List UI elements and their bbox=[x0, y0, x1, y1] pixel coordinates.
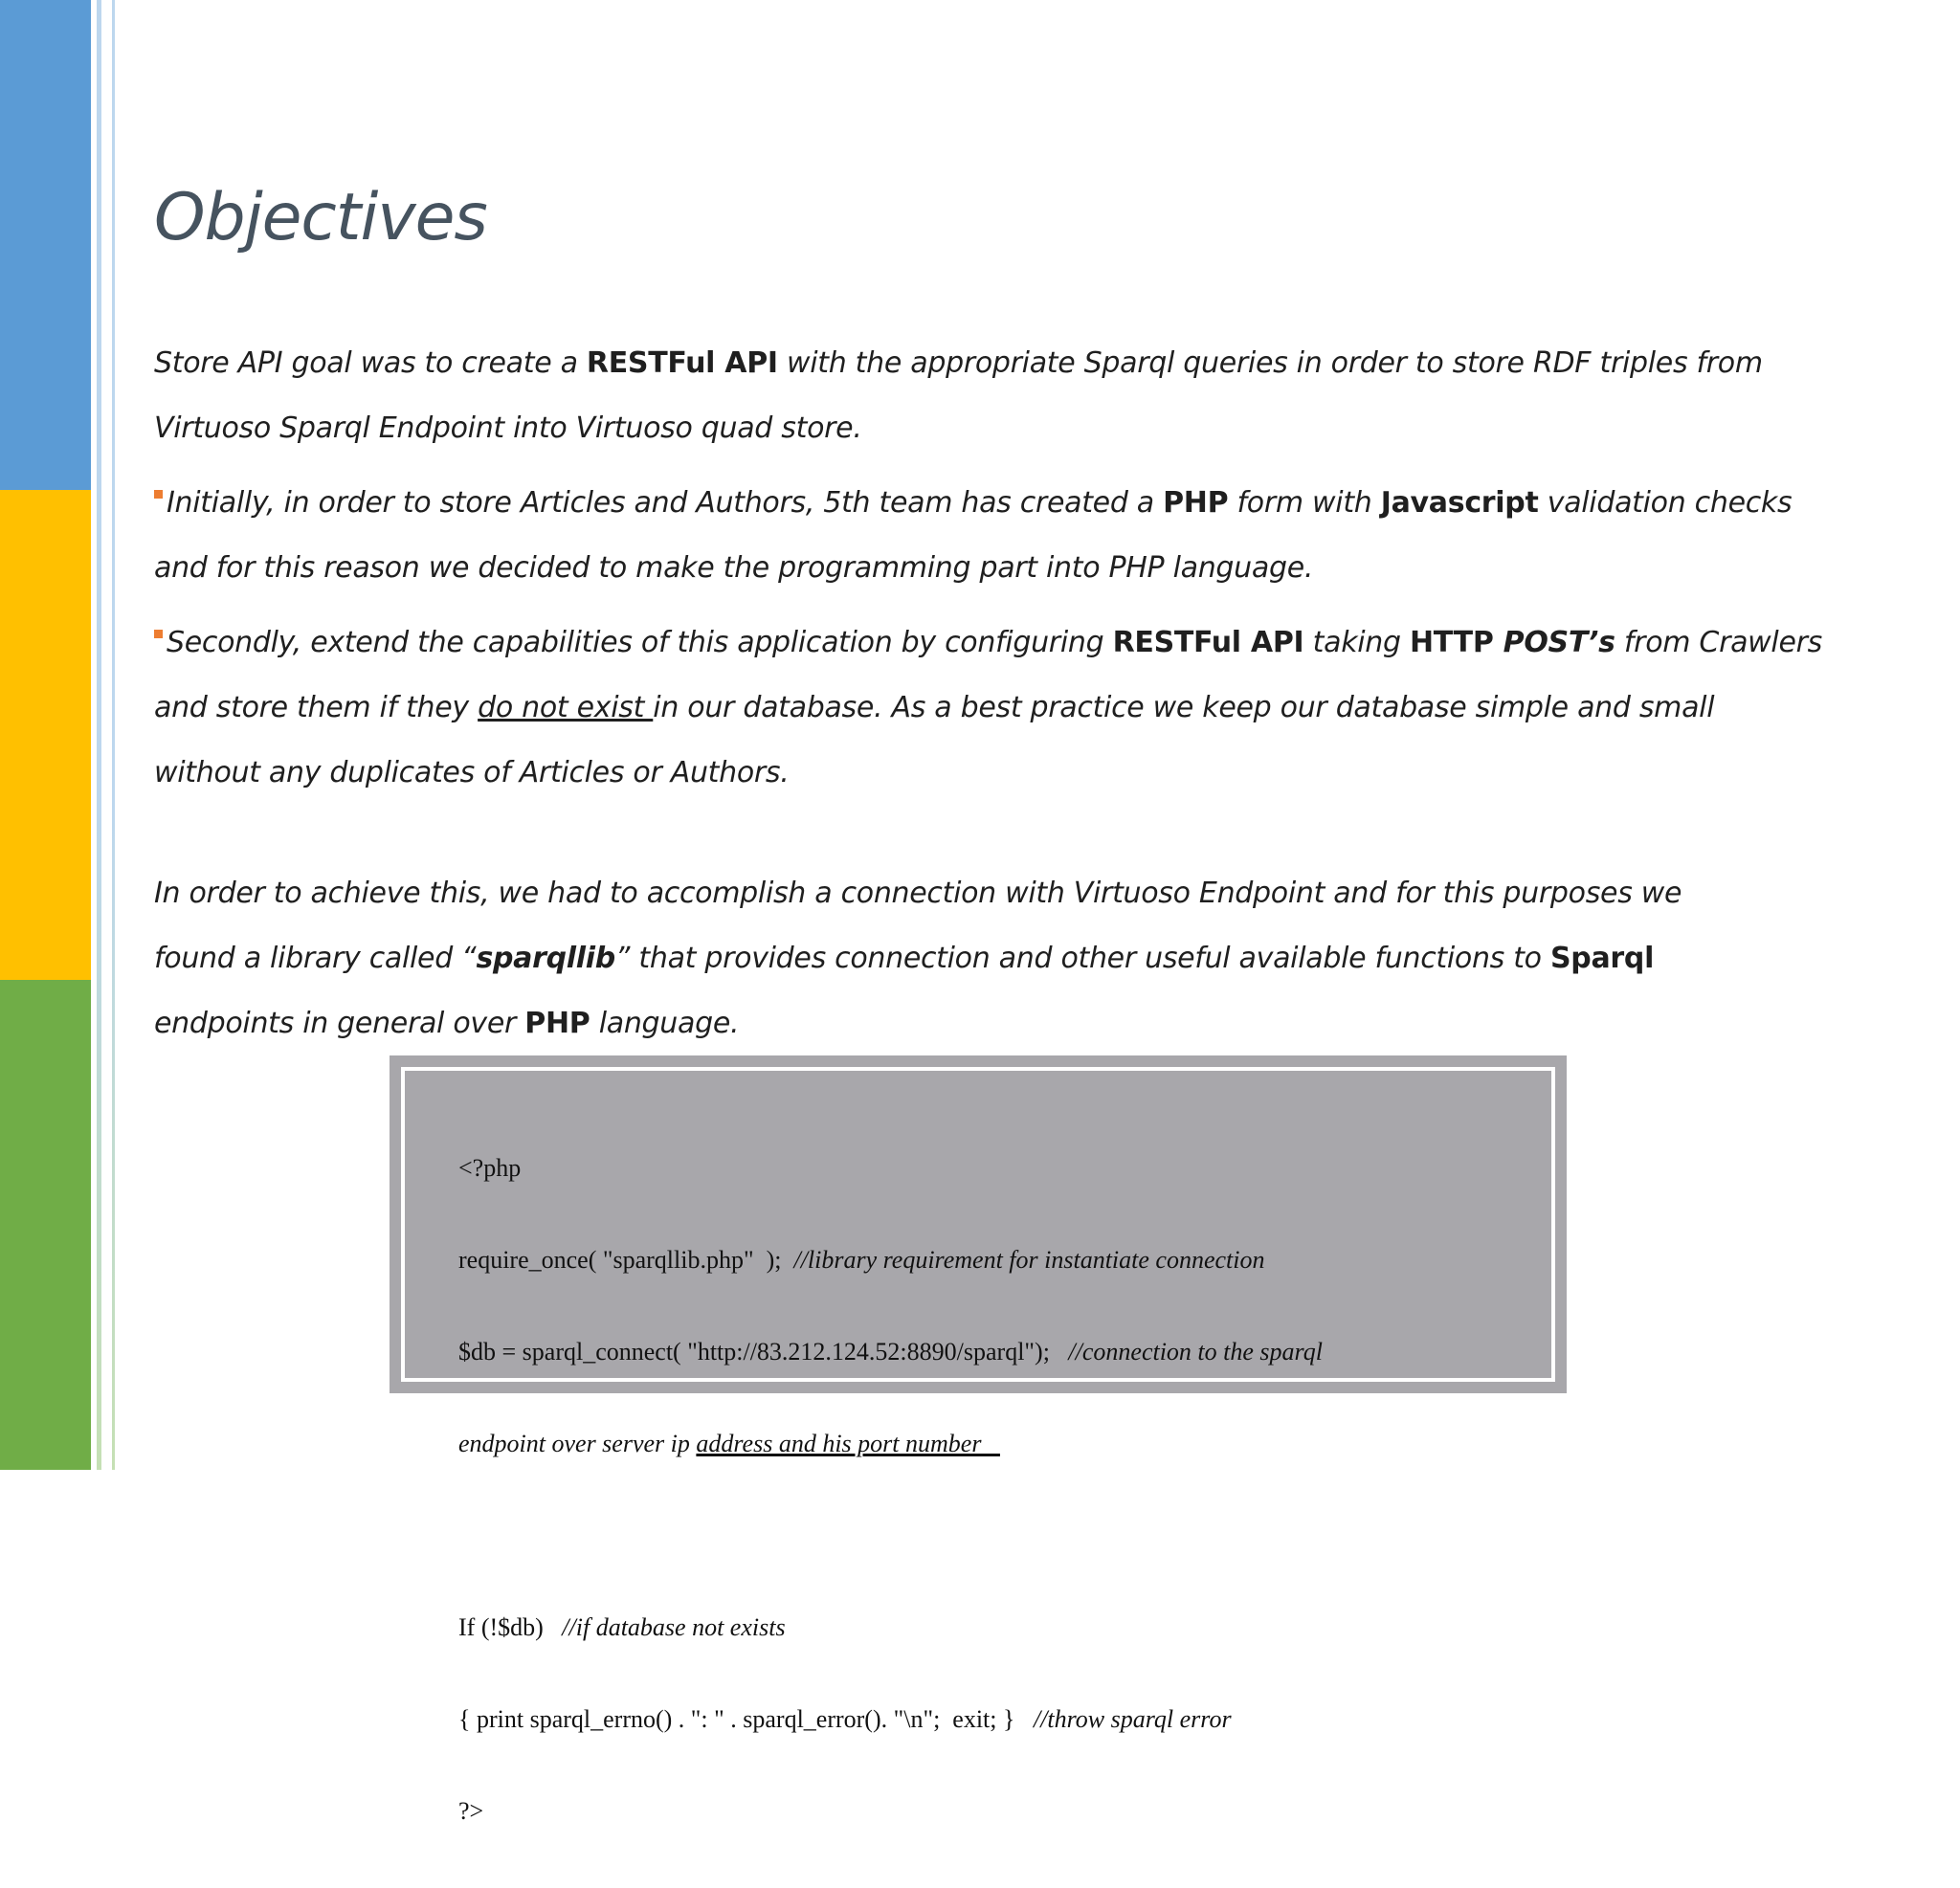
square-bullet-icon bbox=[154, 630, 163, 638]
text: validation checks bbox=[1538, 486, 1793, 520]
code-text: If (!$db) bbox=[458, 1613, 563, 1641]
code-comment-underlined: address and his port number bbox=[696, 1430, 1000, 1457]
code-line bbox=[458, 1245, 1323, 1276]
paragraph-connection bbox=[154, 861, 1838, 1056]
left-bar-yellow bbox=[0, 490, 91, 980]
text: In order to achieve this, we had to accomplish a connection with Virtuoso Endpoint and for this purposes we bbox=[154, 877, 1682, 910]
bold-text: HTTP bbox=[1410, 626, 1503, 659]
bold-italic-text: POST’s bbox=[1503, 626, 1615, 659]
text: language. bbox=[590, 1007, 740, 1040]
text: Virtuoso Sparql Endpoint into Virtuoso quad store. bbox=[154, 411, 862, 445]
code-line bbox=[458, 1704, 1323, 1735]
left-bar-green bbox=[0, 980, 91, 1470]
code-line bbox=[458, 1429, 1323, 1459]
bold-italic-text: sparqllib bbox=[476, 942, 615, 975]
text: found a library called “ bbox=[154, 942, 477, 975]
code-text: ?> bbox=[458, 1797, 484, 1825]
text: ” that provides connection and other useful available functions to bbox=[614, 942, 1550, 975]
code-screenshot bbox=[390, 1055, 1567, 1825]
text: Secondly, extend the capabilities of this application by configuring bbox=[167, 626, 1113, 659]
code-line bbox=[458, 1337, 1323, 1367]
code-comment: //connection to the sparql bbox=[1068, 1338, 1323, 1366]
code-text: { print sparql_errno() . ": " . sparql_error(). "\n"; exit; } bbox=[458, 1705, 1034, 1733]
bold-text: Javascript bbox=[1380, 486, 1539, 520]
code-line bbox=[458, 1153, 1323, 1184]
text: endpoints in general over bbox=[154, 1007, 525, 1040]
code-blank-line bbox=[458, 1521, 1323, 1551]
code-line bbox=[458, 1612, 1323, 1643]
code-comment: endpoint over server ip bbox=[458, 1430, 697, 1457]
text: without any duplicates of Articles or Authors. bbox=[154, 756, 790, 789]
bullet-paragraph-initially bbox=[154, 471, 1838, 601]
text: and store them if they bbox=[154, 691, 479, 724]
code-comment: //library requirement for instantiate connection bbox=[793, 1246, 1265, 1274]
php-code-block bbox=[458, 1092, 1323, 1888]
code-text: $db = sparql_connect( "http://83.212.124.52:8890/sparql"); bbox=[458, 1338, 1069, 1366]
underlined-text: do not exist bbox=[478, 691, 654, 724]
bold-text: PHP bbox=[1163, 486, 1229, 520]
bold-text: RESTFul API bbox=[586, 346, 778, 380]
code-text: require_once( "sparqllib.php" ); bbox=[458, 1246, 794, 1274]
code-line bbox=[458, 1796, 1323, 1827]
left-bar-blue bbox=[0, 0, 91, 490]
code-comment: //if database not exists bbox=[562, 1613, 786, 1641]
text: in our database. As a best practice we keep our database simple and small bbox=[653, 691, 1715, 724]
left-accent-line-thin bbox=[112, 0, 115, 1470]
paragraph-intro bbox=[154, 331, 1838, 461]
code-text: <?php bbox=[458, 1154, 522, 1182]
paragraph-spacer bbox=[154, 815, 1838, 861]
square-bullet-icon bbox=[154, 490, 163, 499]
text: and for this reason we decided to make the programming part into PHP language. bbox=[154, 551, 1314, 585]
slide-body bbox=[154, 331, 1838, 1066]
code-comment: //throw sparql error bbox=[1033, 1705, 1232, 1733]
text: with the appropriate Sparql queries in order to store RDF triples from bbox=[777, 346, 1763, 380]
text: form with bbox=[1228, 486, 1381, 520]
text: from Crawlers bbox=[1615, 626, 1822, 659]
slide-title: Objectives bbox=[154, 180, 487, 255]
bold-text: PHP bbox=[524, 1007, 590, 1040]
text: Initially, in order to store Articles and Authors, 5th team has created a bbox=[167, 486, 1164, 520]
bold-text: Sparql bbox=[1549, 942, 1655, 975]
left-accent-line bbox=[97, 0, 101, 1470]
text: Store API goal was to create a bbox=[154, 346, 587, 380]
text: taking bbox=[1303, 626, 1410, 659]
bullet-paragraph-secondly bbox=[154, 611, 1838, 806]
bold-text: RESTFul API bbox=[1112, 626, 1304, 659]
